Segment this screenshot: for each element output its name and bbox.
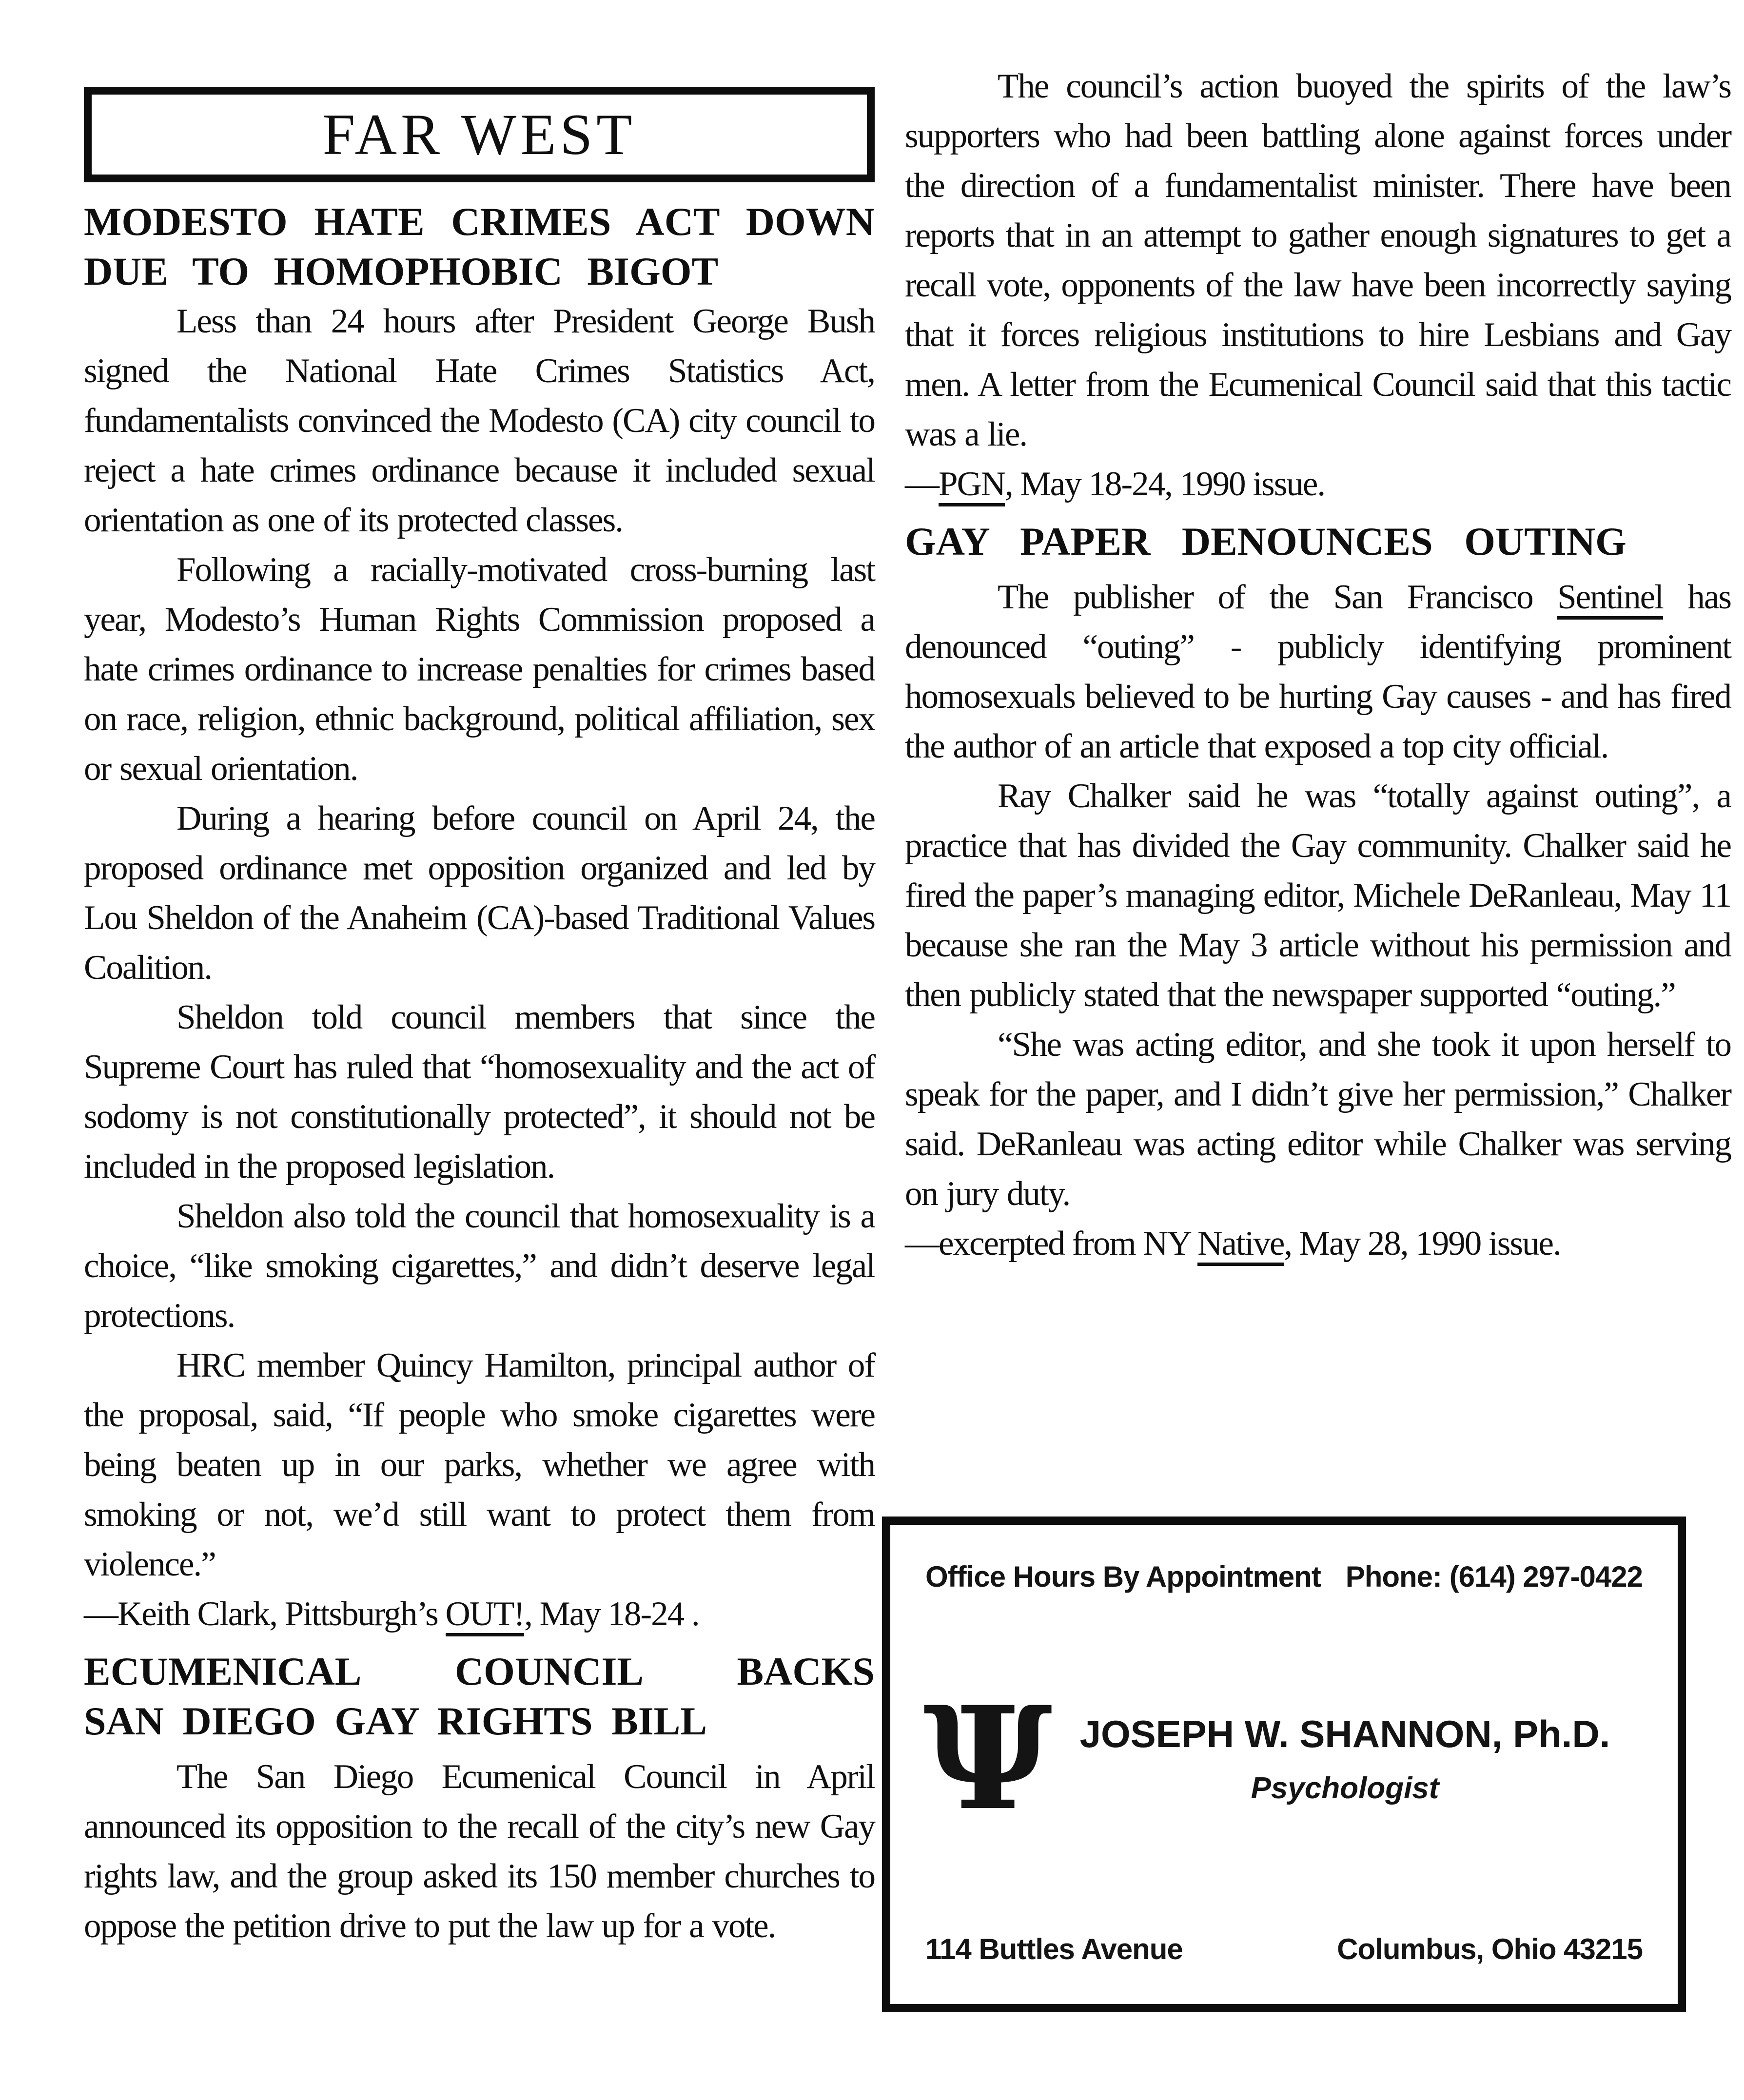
ad-doctor-name: JOSEPH W. SHANNON, Ph.D. [1079,1712,1610,1755]
attribution [84,1589,875,1639]
paragraph: Ray Chalker said he was “totally against outing”, a practice that has divided the Gay community. Chalker said he fired the paper’s managing editor, Michele DeRanleau, May 11 because she ran the May 3 article without his permission and then publicly stated that the newspaper supported “outing.” [905,777,1731,1014]
paragraph-text: has denounced “outing” - publicly identifying prominent homosexuals believed to be hurting Gay causes - and has fired the author of an article that exposed a top city official. [905,578,1731,765]
publication-name: PGN [939,465,1005,506]
ad-name-block [1056,1712,1634,1806]
paragraph: “She was acting editor, and she took it upon herself to speak for the paper, and I didn’t give her permission,” Chalker said. DeRanleau was acting editor while Chalker was serving on jury duty. [905,1026,1731,1213]
right-column [905,61,1731,1268]
attribution-text: — [905,465,939,503]
ad-city-address: Columbus, Ohio 43215 [1337,1933,1643,1965]
attribution-text: , May 18-24 . [524,1595,699,1633]
ad-doctor-title: Psychologist [1251,1771,1439,1805]
paragraph: Sheldon also told the council that homosexuality is a choice, “like smoking cigarettes,” and didn’t deserve legal protections. [84,1197,875,1335]
paragraph: Less than 24 hours after President George Bush signed the National Hate Crimes Statistics Act, fundamentalists convinced the Modesto (CA) city council to reject a hate crimes ordinance because it included sexual orientation as one of its protected classes. [84,302,875,539]
publication-name: OUT! [446,1595,525,1636]
paragraph-text: The publisher of the San Francisco [998,578,1558,616]
headline-line: MODESTO HATE CRIMES ACT DOWN [84,199,875,244]
left-column [84,87,875,1951]
attribution-text: , May 18-24, 1990 issue. [1005,465,1325,503]
ad-bottom-row [925,1932,1643,1966]
headline-line: DUE TO HOMOPHOBIC BIGOT [84,249,719,293]
paragraph: The council’s action buoyed the spirits of the law’s supporters who had been battling alone against forces under the direction of a fundamentalist minister. There have been reports that in an attempt to gather enough signatures to get a recall vote, opponents of the law have been incorrectly saying that it forces religious institutions to hire Lesbians and Gay men. A letter from the Ecumenical Council said that this tactic was a lie. [905,67,1731,453]
paragraph: The San Diego Ecumenical Council in April announced its opposition to the recall of the city’s new Gay rights law, and the group asked its 150 member churches to oppose the petition drive to put the law up for a vote. [84,1758,875,1945]
psychologist-ad [882,1517,1686,2012]
paragraph [905,572,1731,771]
ad-middle-row [920,1676,1634,1842]
section-title: FAR WEST [322,102,636,167]
paragraph: HRC member Quincy Hamilton, principal author of the proposal, said, “If people who smoke cigarettes were being beaten up in our parks, whether we agree with smoking or not, we’d still want to protect them from violence.” [84,1346,875,1583]
article-headline-modesto [84,197,875,296]
paragraph: Sheldon told council members that since the Supreme Court has ruled that “homosexuality and the act of sodomy is not constitutionally protected”, it should not be included in the proposed legislation. [84,998,875,1186]
psi-symbol-icon: Ψ [923,1676,1053,1842]
ad-phone: Phone: (614) 297-0422 [1345,1560,1643,1593]
ad-office-hours: Office Hours By Appointment [925,1560,1321,1593]
ad-top-row [925,1560,1643,1594]
paragraph: During a hearing before council on April 24, the proposed ordinance met opposition organized and led by Lou Sheldon of the Anaheim (CA)-based Traditional Values Coalition. [84,799,875,987]
attribution-text: , May 28, 1990 issue. [1284,1225,1561,1263]
article-headline-outing: GAY PAPER DENOUNCES OUTING [905,519,1626,564]
attribution-text: —Keith Clark, Pittsburgh’s [84,1595,446,1633]
paragraph: Following a racially-motivated cross-burning last year, Modesto’s Human Rights Commission proposed a hate crimes ordinance to increase penalties for crimes based on race, religion, ethnic background, political affiliation, sex or sexual orientation. [84,551,875,788]
attribution [905,1219,1731,1268]
publication-name: Sentinel [1557,578,1663,620]
headline-line: SAN DIEGO GAY RIGHTS BILL [84,1699,707,1743]
article-headline-ecumenical [84,1647,875,1746]
section-banner [84,87,875,182]
attribution [905,459,1731,509]
ad-street-address: 114 Buttles Avenue [925,1933,1183,1965]
attribution-text: —excerpted from NY [905,1225,1198,1263]
publication-name: Native [1197,1225,1284,1266]
headline-line: ECUMENICAL COUNCIL BACKS [84,1649,875,1693]
